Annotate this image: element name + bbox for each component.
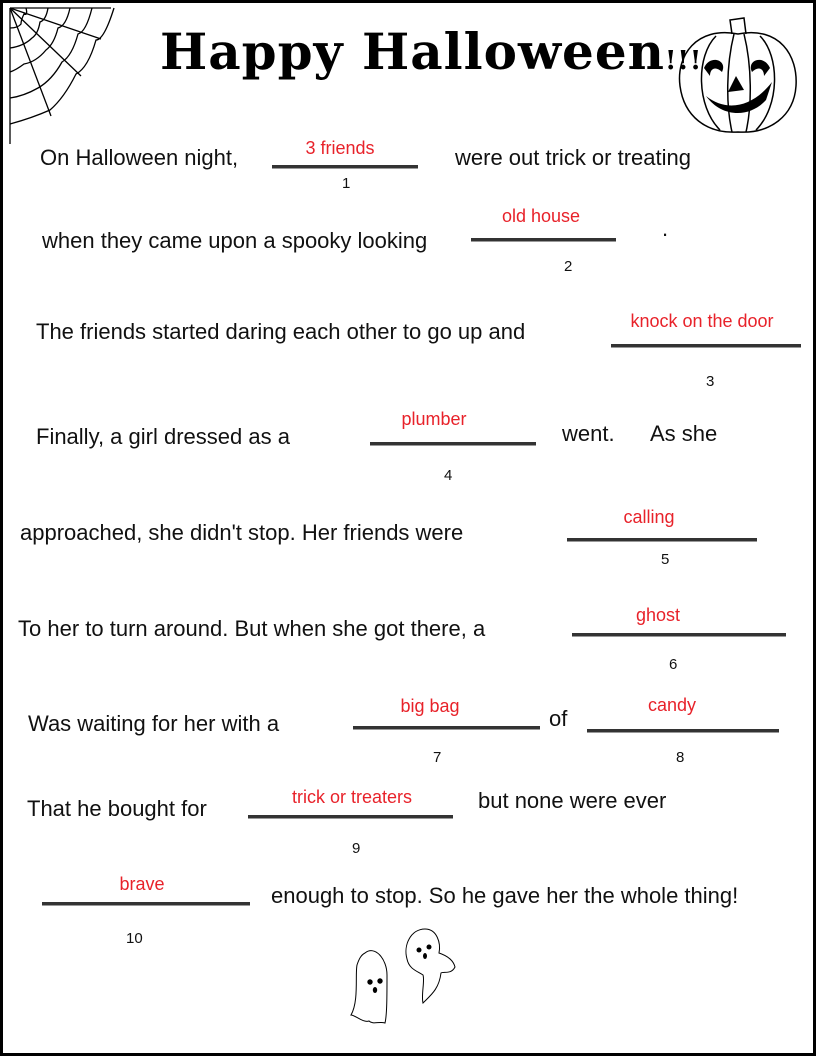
story-text: That he bought for <box>27 796 207 821</box>
story-text: On Halloween night, <box>40 145 239 170</box>
blank-number: 8 <box>676 749 685 766</box>
blank-line[interactable] <box>248 815 453 819</box>
blank-line[interactable] <box>587 729 779 733</box>
blank-number: 4 <box>444 467 453 484</box>
blank-number: 7 <box>433 749 442 766</box>
answer-text: big bag <box>400 696 460 716</box>
spider-web-icon <box>6 6 118 146</box>
blank-number: 9 <box>352 840 361 857</box>
story-text: approached, she didn't stop. Her friends were <box>20 520 464 545</box>
story-text: but none were ever <box>478 788 667 813</box>
blank-number: 2 <box>564 258 573 275</box>
story-text: The friends started daring each other to go up and <box>36 319 526 344</box>
blank-line[interactable] <box>272 165 418 169</box>
story-text: As she <box>650 421 718 446</box>
story-text: enough to stop. So he gave her the whole thing! <box>271 883 739 908</box>
blank-number: 5 <box>661 551 670 568</box>
answer-text: old house <box>501 206 581 226</box>
answer-text: knock on the door <box>630 311 774 331</box>
story-text: . <box>662 216 669 241</box>
jack-o-lantern-icon <box>676 16 800 136</box>
blank-line[interactable] <box>471 238 616 242</box>
answer-text: ghost <box>635 605 681 625</box>
story-text: Finally, a girl dressed as a <box>36 424 290 449</box>
blank-line[interactable] <box>611 344 801 348</box>
blank-line[interactable] <box>567 538 757 542</box>
answer-text: 3 friends <box>305 138 375 158</box>
story-text: To her to turn around. But when she got there, a <box>18 616 486 641</box>
story-text: were out trick or treating <box>455 145 691 170</box>
answer-text: brave <box>119 874 165 894</box>
answer-text: trick or treaters <box>291 787 413 807</box>
blank-number: 3 <box>706 373 715 390</box>
title-exclaim: !!! <box>665 46 703 76</box>
blank-line[interactable] <box>42 902 250 906</box>
blank-number: 10 <box>126 930 143 947</box>
blank-line[interactable] <box>572 633 786 637</box>
story-text: Was waiting for her with a <box>28 711 280 736</box>
blank-line[interactable] <box>370 442 536 446</box>
answer-text: plumber <box>401 409 467 429</box>
story-text: of <box>549 706 568 731</box>
page-title <box>160 22 702 81</box>
answer-text: calling <box>623 507 675 527</box>
blank-number: 1 <box>342 175 351 192</box>
answer-text: candy <box>647 695 697 715</box>
blank-line[interactable] <box>353 726 540 730</box>
blank-number: 6 <box>669 656 678 673</box>
story-text: when they came upon a spooky looking <box>42 228 428 253</box>
title-text: Happy Halloween <box>160 22 666 81</box>
ghosts-icon <box>345 925 470 1030</box>
story-text: went. <box>562 421 615 446</box>
